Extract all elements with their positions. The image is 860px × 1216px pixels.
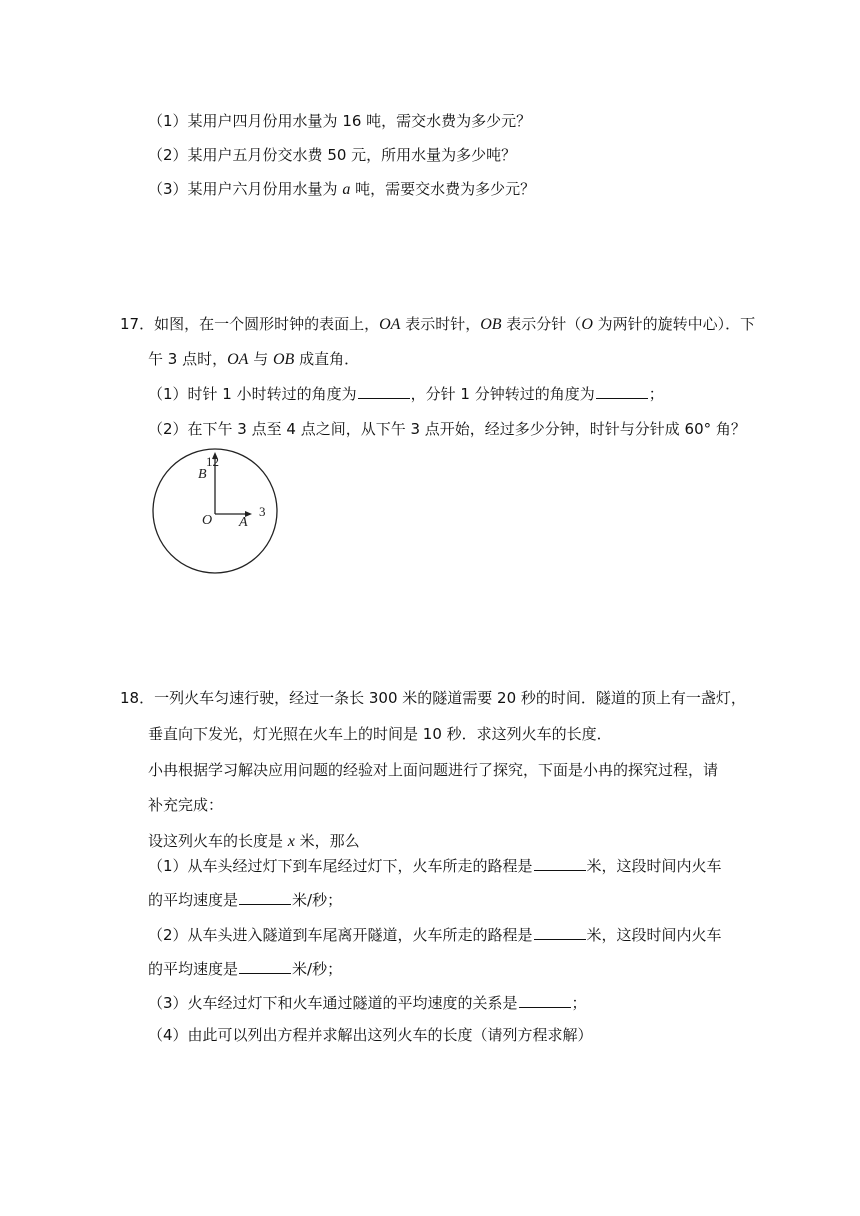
q18-stem-line-2: 垂直向下发光，灯光照在火车上的时间是 10 秒．求这列火车的长度． — [148, 725, 612, 743]
answer-blank[interactable] — [239, 959, 291, 974]
q18-intro-line-1: 小冉根据学习解决应用问题的经验对上面问题进行了探究，下面是小冉的探究过程，请 — [148, 761, 719, 779]
answer-blank[interactable] — [519, 993, 571, 1008]
q18-step-1-cont: 的平均速度是 米/秒； — [148, 891, 343, 909]
point-label-a: A — [239, 515, 248, 530]
answer-blank[interactable] — [358, 384, 410, 399]
q18-step-3: （3）火车经过灯下和火车通过隧道的平均速度的关系是 ； — [148, 994, 587, 1012]
answer-blank[interactable] — [239, 890, 291, 905]
q17-subquestion-1: （1）时针 1 小时转过的角度为 ，分针 1 分钟转过的角度为 ； — [148, 385, 664, 403]
q18-step-4: （4）由此可以列出方程并求解出这列火车的长度（请列方程求解） — [148, 1026, 593, 1044]
answer-blank[interactable] — [596, 384, 648, 399]
q16-subquestion-1: （1）某用户四月份用水量为 16 吨，需交水费为多少元？ — [148, 112, 532, 130]
q18-step-1: （1）从车头经过灯下到车尾经过灯下，火车所走的路程是 米，这段时间内火车 — [148, 857, 722, 875]
clock-label-12: 12 — [206, 454, 219, 469]
q18-stem-line-1: 18．一列火车匀速行驶，经过一条长 300 米的隧道需要 20 秒的时间．隧道的顶上有一盏灯， — [120, 689, 746, 707]
clock-diagram — [150, 446, 280, 576]
q17-stem-line-2: 午 3 点时，OA 与 OB 成直角． — [148, 350, 360, 368]
point-label-b: B — [198, 467, 207, 482]
q18-intro-line-2: 补充完成： — [148, 796, 224, 814]
q18-step-2: （2）从车头进入隧道到车尾离开隧道，火车所走的路程是 米，这段时间内火车 — [148, 926, 722, 944]
q18-assumption: 设这列火车的长度是 x 米，那么 — [148, 832, 360, 850]
q17-subquestion-2: （2）在下午 3 点至 4 点之间，从下午 3 点开始，经过多少分钟，时针与分针成 60° 角？ — [148, 420, 746, 438]
q18-step-2-cont: 的平均速度是 米/秒； — [148, 960, 343, 978]
q17-stem-line-1: 17．如图，在一个圆形时钟的表面上，OA 表示时针，OB 表示分针（O 为两针的旋转中心）．下 — [120, 315, 756, 333]
point-label-o: O — [202, 513, 213, 528]
answer-blank[interactable] — [534, 856, 586, 871]
q16-subquestion-3: （3）某用户六月份用水量为 a 吨，需要交水费为多少元？ — [148, 180, 536, 198]
answer-blank[interactable] — [534, 925, 586, 940]
clock-label-3: 3 — [259, 504, 266, 519]
q16-subquestion-2: （2）某用户五月份交水费 50 元，所用水量为多少吨？ — [148, 146, 517, 164]
